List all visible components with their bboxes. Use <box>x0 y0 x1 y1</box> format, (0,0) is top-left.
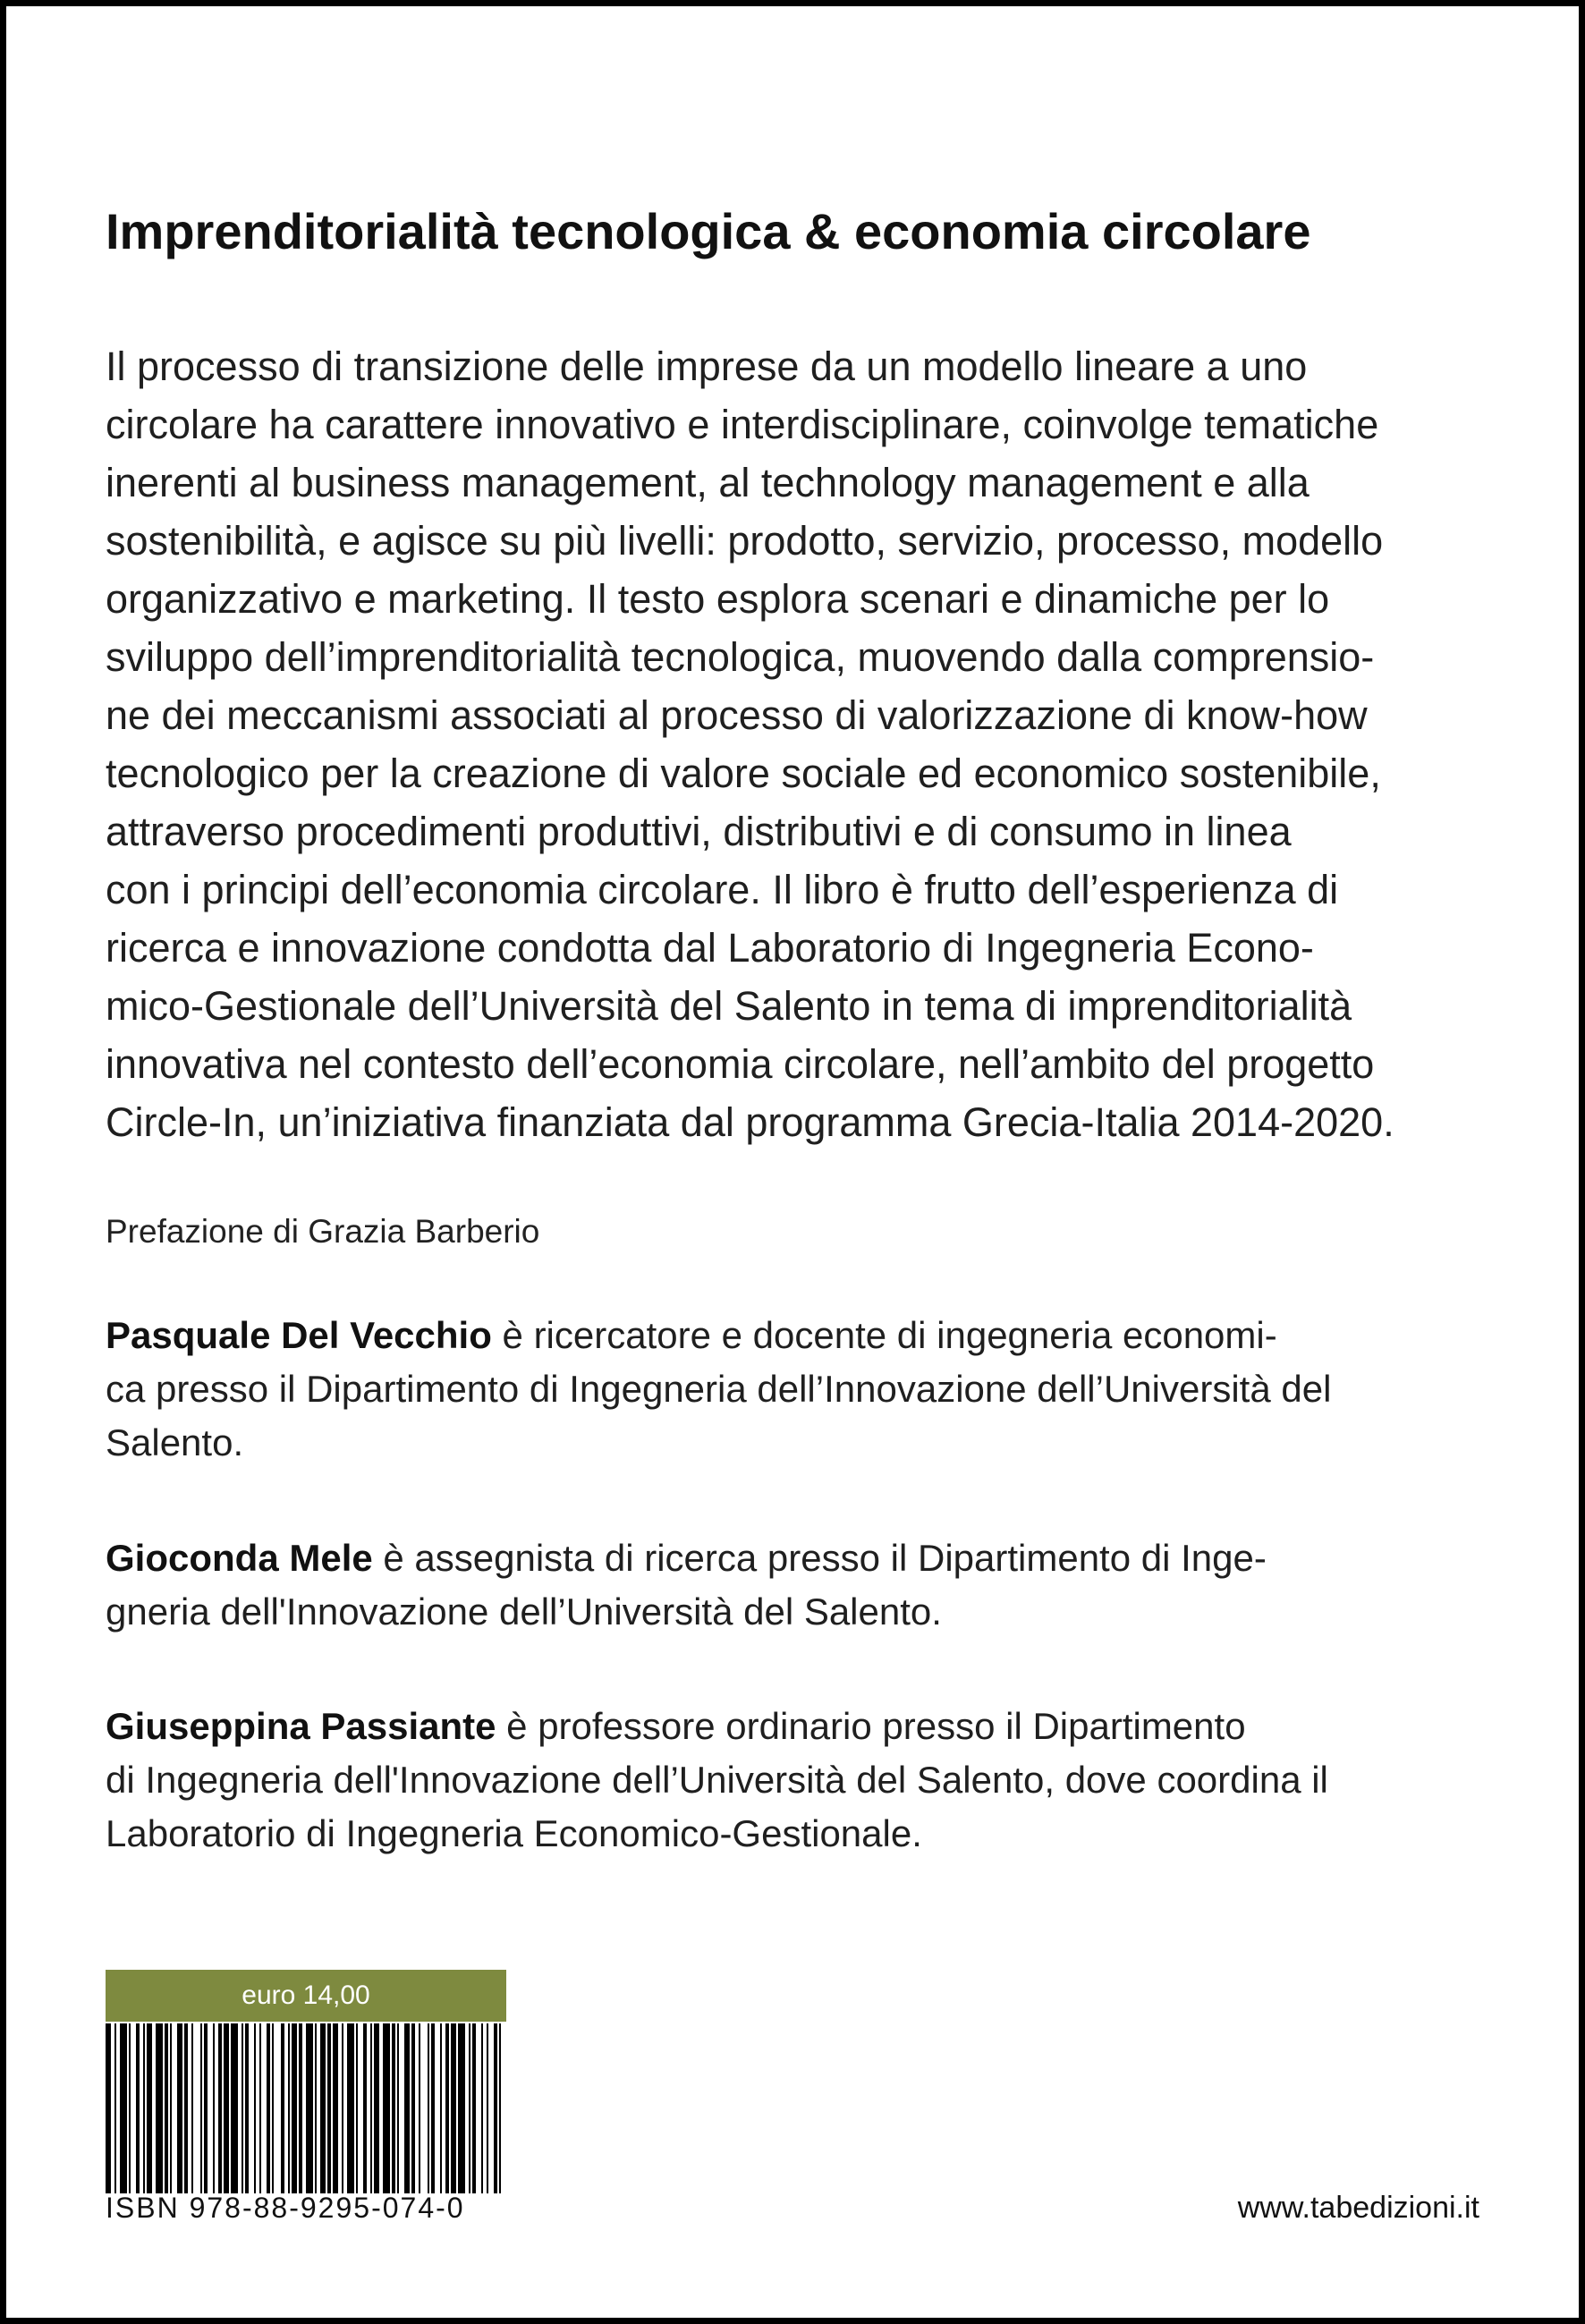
author-bio <box>106 1309 1501 1470</box>
bio-line <box>106 1309 1501 1362</box>
abstract-line: inerenti al business management, al technology management e alla <box>106 460 1310 505</box>
abstract-line: innovativa nel contesto dell’economia circolare, nell’ambito del progetto <box>106 1041 1375 1087</box>
abstract-line: attraverso procedimenti produttivi, distributivi e di consumo in linea <box>106 809 1292 854</box>
abstract-line: ne dei meccanismi associati al processo di valorizzazione di know-how <box>106 692 1368 738</box>
isbn-number: ISBN 978-88-9295-074-0 <box>106 2192 465 2224</box>
abstract-line: tecnologico per la creazione di valore sociale ed economico sostenibile, <box>106 751 1381 796</box>
abstract-line: circolare ha carattere innovativo e interdisciplinare, coinvolge tematiche <box>106 402 1379 447</box>
barcode-icon <box>106 2023 506 2193</box>
bio-line: ca presso il Dipartimento di Ingegneria dell’Innovazione dell’Università del <box>106 1368 1332 1410</box>
book-title: Imprenditorialità tecnologica & economia circolare <box>106 203 1311 259</box>
bio-line <box>106 1700 1501 1753</box>
abstract <box>106 337 1501 1151</box>
abstract-line: sostenibilità, e agisce su più livelli: prodotto, servizio, processo, modello <box>106 518 1384 564</box>
bio-line: Laboratorio di Ingegneria Economico-Gestionale. <box>106 1812 922 1854</box>
author-bio <box>106 1531 1501 1639</box>
publisher-website: www.tabedizioni.it <box>1237 2191 1479 2225</box>
abstract-line: ricerca e innovazione condotta dal Laboratorio di Ingegneria Econo- <box>106 925 1314 971</box>
bio-line: Salento. <box>106 1421 244 1463</box>
author-bio <box>106 1700 1501 1861</box>
author-name: Giuseppina Passiante <box>106 1705 496 1747</box>
abstract-line: sviluppo dell’imprenditorialità tecnologica, muovendo dalla comprensio- <box>106 634 1375 680</box>
abstract-line: con i principi dell’economia circolare. Il libro è frutto dell’esperienza di <box>106 867 1339 912</box>
author-name: Pasquale Del Vecchio <box>106 1314 492 1356</box>
preface-credit: Prefazione di Grazia Barberio <box>106 1213 540 1250</box>
bio-line <box>106 1531 1501 1585</box>
bio-text: è ricercatore e docente di ingegneria economi- <box>491 1314 1277 1356</box>
abstract-line: Circle-In, un’iniziativa finanziata dal programma Grecia-Italia 2014-2020. <box>106 1099 1394 1145</box>
abstract-line: mico-Gestionale dell’Università del Salento in tema di imprenditorialità <box>106 983 1352 1029</box>
bio-line: di Ingegneria dell'Innovazione dell’Università del Salento, dove coordina il <box>106 1759 1328 1801</box>
bio-text: è assegnista di ricerca presso il Dipartimento di Inge- <box>372 1537 1267 1579</box>
abstract-line: Il processo di transizione delle imprese da un modello lineare a uno <box>106 344 1308 389</box>
bio-line: gneria dell'Innovazione dell’Università del Salento. <box>106 1590 942 1633</box>
abstract-line: organizzativo e marketing. Il testo esplora scenari e dinamiche per lo <box>106 576 1330 622</box>
author-name: Gioconda Mele <box>106 1537 373 1579</box>
price-label: euro 14,00 <box>106 1970 506 2022</box>
bio-text: è professore ordinario presso il Dipartimento <box>496 1705 1246 1747</box>
